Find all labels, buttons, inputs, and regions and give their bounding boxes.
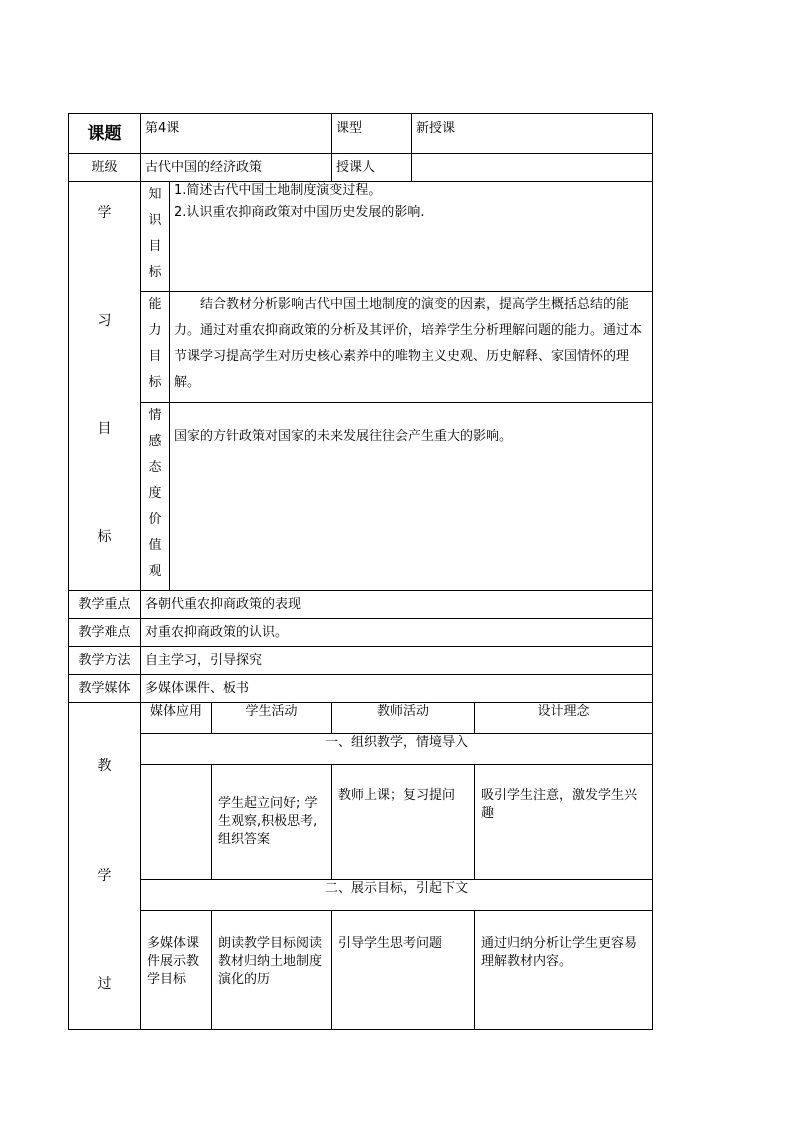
section1-student: 学生起立问好; 学生观察,积极思考,组织答案 [212, 765, 332, 880]
process-side-char: 过 [97, 976, 112, 992]
emotion-label-char: 态 [148, 459, 162, 475]
info-label: 教学方法 [69, 647, 141, 675]
knowledge-label-char: 目 [148, 239, 162, 254]
emotion-label [141, 402, 170, 590]
section2-title: 二、展示目标，引起下文 [141, 880, 653, 911]
lesson-plan-table [68, 113, 653, 1030]
section1-teacher: 教师上课；复习提问 [332, 765, 475, 880]
teacher-value [412, 154, 653, 182]
ability-label-char: 目 [148, 349, 162, 365]
section2-concept: 通过归纳分析让学生更容易理解教材内容。 [475, 911, 653, 1030]
class-label: 班级 [69, 154, 141, 182]
ability-content: 结合教材分析影响古代中国土地制度的演变的因素，提高学生概括总结的能力。通过对重农抑商政策的分析及其评价，培养学生分析理解问题的能力。通过本节课学习提高学生对历史核心素养中的唯物主义史观、历史解释、家国情怀的理解。 [170, 292, 653, 402]
topic-value: 第4课 [141, 114, 332, 154]
emotion-label-char: 度 [148, 485, 162, 501]
knowledge-content [170, 182, 653, 292]
info-value: 对重农抑商政策的认识。 [141, 619, 653, 647]
teacher-label: 授课人 [332, 154, 412, 182]
ability-label [141, 292, 170, 402]
info-value: 各朝代重农抑商政策的表现 [141, 591, 653, 619]
process-side-label [69, 703, 141, 1030]
ability-label-char: 力 [148, 323, 162, 339]
knowledge-item: 1.简述古代中国土地制度演变过程。 [174, 183, 382, 198]
emotion-label-char: 情 [148, 407, 162, 423]
knowledge-label [141, 182, 170, 292]
section1-media [141, 765, 212, 880]
section1-concept: 吸引学生注意，激发学生兴趣 [475, 765, 653, 880]
objectives-side-char: 目 [97, 421, 112, 437]
objectives-side-char: 学 [97, 205, 112, 221]
knowledge-label-char: 标 [148, 265, 162, 280]
type-label: 课型 [332, 114, 412, 154]
info-value: 自主学习，引导探究 [141, 647, 653, 675]
section2-student: 朗读教学目标阅读教材归纳土地制度演化的历 [212, 911, 332, 1030]
objectives-side-label [69, 182, 141, 591]
emotion-label-char: 价 [148, 511, 162, 527]
topic-label: 课题 [69, 114, 141, 154]
section2-teacher: 引导学生思考问题 [332, 911, 475, 1030]
class-value: 古代中国的经济政策 [141, 154, 332, 182]
knowledge-item: 2.认识重农抑商政策对中国历史发展的影响. [174, 205, 425, 220]
process-header-teacher: 教师活动 [332, 703, 475, 734]
info-label: 教学难点 [69, 619, 141, 647]
process-side-char: 学 [97, 868, 112, 884]
process-header-student: 学生活动 [212, 703, 332, 734]
objectives-side-char: 标 [97, 529, 112, 545]
ability-label-char: 能 [148, 297, 162, 313]
knowledge-label-char: 识 [148, 213, 162, 228]
info-value: 多媒体课件、板书 [141, 675, 653, 703]
type-value: 新授课 [412, 114, 653, 154]
emotion-label-char: 值 [148, 537, 162, 553]
emotion-content: 国家的方针政策对国家的未来发展往往会产生重大的影响。 [170, 402, 653, 590]
knowledge-label-char: 知 [148, 187, 162, 202]
info-label: 教学重点 [69, 591, 141, 619]
objectives-side-char: 习 [97, 313, 112, 329]
emotion-label-char: 观 [148, 563, 162, 579]
process-side-char: 教 [97, 758, 112, 774]
process-header-media: 媒体应用 [141, 703, 212, 734]
ability-label-char: 标 [148, 375, 162, 391]
section2-media: 多媒体课件展示教学目标 [141, 911, 212, 1030]
section1-title: 一、组织教学，情境导入 [141, 734, 653, 765]
process-header-concept: 设计理念 [475, 703, 653, 734]
emotion-label-char: 感 [148, 433, 162, 449]
info-label: 教学媒体 [69, 675, 141, 703]
